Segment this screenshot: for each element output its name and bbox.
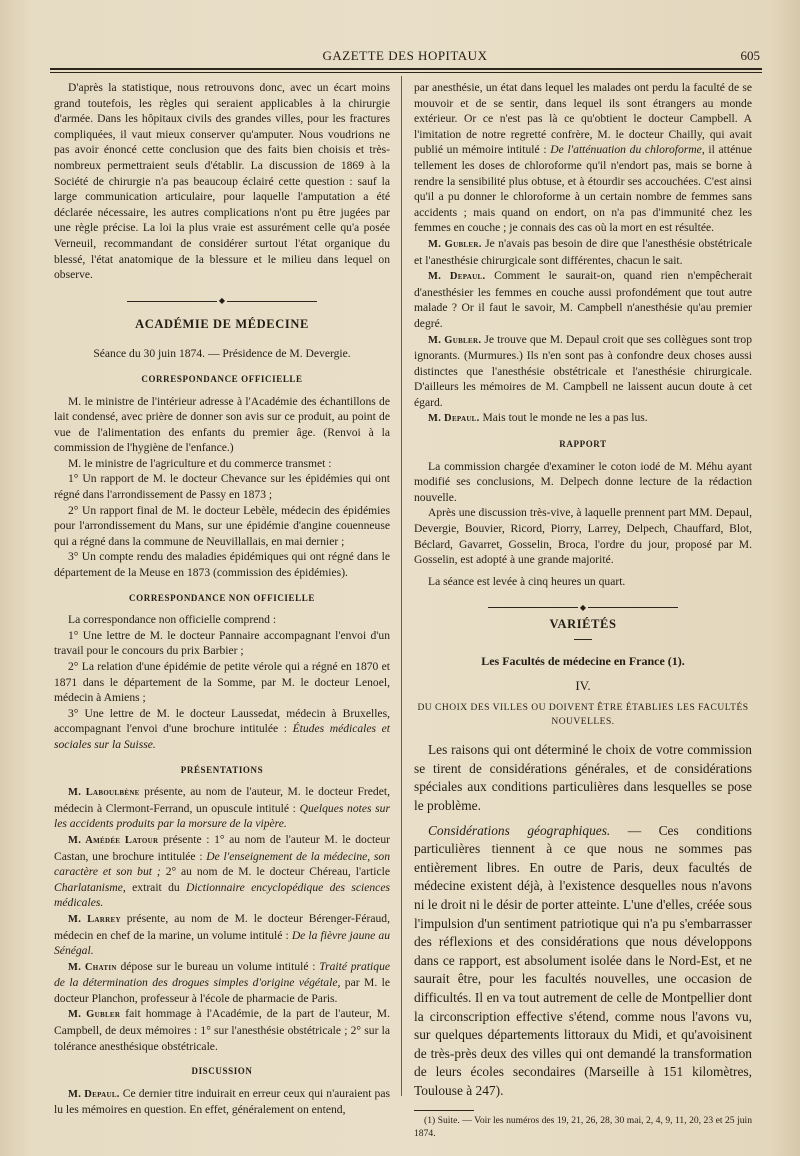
session-line: Séance du 30 juin 1874. — Présidence de M. Devergie. [93,347,351,361]
academy-title: ACADÉMIE DE MÉDECINE [135,316,309,331]
corr-nonoff-p1: La correspondance non officielle comprend : [68,613,277,627]
intro-paragraph: D'après la statistique, nous retrouvons donc, avec un écart moins grand toutefois, les règles qui seraient applicables à la chirurgie d'armée. Dans les hôpitaux civils des grandes villes, pour les fractures compliquées, il vaut mieux conserver qu'amputer. Nous voudrions ne pas avoir énoncé cette conclusion que des faits bien choisis et très-nombreux permettraient seuls d'établir. La discussion de 1869 à la Société de chirurgie n'a pas beaucoup éclairé cette question : sauf la large communication articulaire, pour laquelle l'amputation a été déclarée nécessaire, les autres complications n'ont pu être jugées par une règle précise. La loi la plus vraie est assurément celle qu'a posée Verneuil, recommandant de considérer surtout l'état organique du blessé, l'état anatomique de la blessure et le milieu dans lequel on observe. [54,81,390,282]
presentation-5: M. Gubler fait hommage à l'Académie, de la part de l'auteur, M. Campbell, de deux mémoires : 1° sur l'anesthésie obstétricale ; 2° sur la tolérance anesthésique obstétricale. [54,1007,390,1053]
discussion-continued: par anesthésie, un état dans lequel les malades ont perdu la faculté de se mouvoir et de se sentir, dans lequel ils sont étrangers au monde extérieur. Or ce n'est pas là ce qu'obtient le docteur Campbell. A l'imitation de notre regretté confrère, M. le docteur Chailly, qui avait publié un mémoire intitulé : De l'atténuation du chloroforme, il atténue tellement les doses de chloroforme qu'il n'endort pas, mais se borne à rendre la sensibilité plus obtuse, et à étourdir ses accouchées. C'est ainsi qu'il a pu donner le chloroforme à un certain nombre de femmes sans accidents ; mais quand on endort, on n'a pas d'immunité chez les femmes en couche ; je connais des cas où la mort en est résultée. [414,81,753,235]
corr-off-p5: 3° Un compte rendu des maladies épidémiques qui ont régné dans le département de la Meuse en 1873 (commission des épidémies). [54,550,390,580]
session-close: La séance est levée à cinq heures un quart. [428,574,626,588]
presentations-title: PRÉSENTATIONS [180,764,264,775]
discussion-depaul-2: M. Depaul. Comment le saurait-on, quand rien n'empêcherait d'anesthésier les femmes en couche aussi profondément que tout autre malade ? Or il faut le savoir, M. Campbell n'anesthésie qu'au premier degré. [414,269,752,330]
column-divider [401,76,402,1096]
corr-off-p2: M. le ministre de l'agriculture et du commerce transmet : [68,456,332,470]
facultes-p2: Considérations géographiques. — Ces conditions particulières tiennent à ce que nous ne sommes pas entièrement libres. En outre de Paris, deux facultés de médecine existent déjà, à l'existence desquelles nous n'avons ni le droit ni le désir de porter atteinte. L'une d'elles, créée sous l'impulsion d'un sentiment patriotique qui n'a pu s'embarrasser des réflexions et des considérations que nous développons dans ce rapport, est absolument isolée dans le Nord-Est, et ne saurait être, pour les facultés nouvelles, une occasion de difficultés. Il en va tout autrement de celle de Montpellier dont la circonscription effective s'étend, comme nous l'avons vu, sur quelques départements littoraux du Midi, et qu'avoisinent de très-près deux des villes qui ont demandé la transformation de leurs écoles secondaires (Marseille à 151 kilomètres, Toulouse à 247). [414,822,752,1098]
corr-nonoff-p2: 1° Une lettre de M. le docteur Pannaire accompagnant l'envoi d'un travail pour le concours du prix Barbier ; [54,628,390,658]
corr-nonoff-p3: 2° La relation d'une épidémie de petite vérole qui a régné en 1870 et 1871 dans le département de la Somme, par M. le docteur Lenoel, médecin à Amiens ; [54,660,390,705]
section-ornament: ◆ [54,293,390,303]
header-rule-thin [50,72,762,73]
right-column [414,80,752,1140]
presentation-3: M. Larrey présente, au nom de M. le docteur Bérenger-Féraud, médecin en chef de la marine, un volume intitulé : De la fièvre jaune au Sénégal. [54,911,390,958]
discussion-depaul-3: M. Depaul. Mais tout le monde ne les a pas lus. [428,411,648,425]
corr-off-p1: M. le ministre de l'intérieur adresse à l'Académie des échantillons de lait condensé, avec prière de donner son avis sur ce produit, au point de vue de l'alimentation des enfants du premier âge. (Renvoi à la commission de l'hygiène de l'enfance.) [54,394,390,455]
short-rule [574,639,592,640]
corr-nonoff-title: CORRESPONDANCE NON OFFICIELLE [129,592,315,603]
corr-off-p4: 2° Un rapport final de M. le docteur Lebèle, médecin des épidémies pour l'arrondissement du Mans, sur une épidémie d'angine couenneuse qui a régné dans la commune de Neuvillallais, en mai dernier ; [54,503,390,548]
footnote: (1) Suite. — Voir les numéros des 19, 21, 26, 28, 30 mai, 2, 4, 9, 11, 20, 23 et 25 juin 1874. [414,1115,752,1139]
journal-title: GAZETTE DES HOPITAUX [322,48,488,63]
choix-title: DU CHOIX DES VILLES OU DOIVENT ÊTRE ÉTABLIES LES FACULTÉS NOUVELLES. [417,703,749,728]
footnote-rule [414,1110,474,1111]
presentation-4: M. Chatin dépose sur le bureau un volume intitulé : Traité pratique de la détermination des drogues simples d'origine végétale, par M. le docteur Planchon, professeur à l'école de pharmacie de Paris. [54,959,391,1005]
corr-nonoff-p4: 3° Une lettre de M. le docteur Laussedat, médecin à Bruxelles, accompagnant l'envoi d'une brochure intitulée : Études médicales et sociales sur la Suisse. [54,706,391,751]
page-number: 605 [740,48,760,63]
discussion-gubler-2: M. Gubler. Je trouve que M. Depaul croit que ses collègues sont trop ignorants. (Murmures.) Ils n'en sont pas à confondre deux choses aussi distinctes que l'anesthésie obstétricale et l'anesthésie chirurgicale. D'ailleurs les mémoires de M. Campbell ne laissent aucun doute à cet égard. [414,332,752,409]
corr-off-p3: 1° Un rapport de M. le docteur Chevance sur les épidémies qui ont régné dans l'arrondissement de Passy en 1873 ; [54,472,390,502]
header-rule [50,68,762,70]
varietes-title: VARIÉTÉS [549,617,617,632]
rapport-p1: La commission chargée d'examiner le coton iodé de M. Méhu ayant modifié ses conclusions, M. Delpech donne lecture de la rédaction nouvelle. [414,459,752,504]
chapter-number: IV. [575,677,591,693]
corr-off-title: CORRESPONDANCE OFFICIELLE [141,373,303,384]
discussion-p1: M. Depaul. Ce dernier titre induirait en erreur ceux qui n'auraient pas lu les mémoires en question. En effet, généralement on entend, [54,1086,391,1117]
facultes-p1: Les raisons qui ont déterminé le choix de votre commission se tirent de considérations générales, et de considérations spéciales aux conditions particulières dans lesquelles se pose le problème. [414,742,752,813]
left-column [54,80,390,1118]
section-ornament-2: ◆ [414,599,752,609]
discussion-title: DISCUSSION [191,1066,253,1077]
presentation-1: M. Laboulbène présente, au nom de l'auteur, M. le docteur Fredet, médecin à Clermont-Ferrand, un opuscule intitulé : Quelques notes sur les accidents produits par la morsure de la vipère. [54,785,390,831]
facultes-title: Les Facultés de médecine en France (1). [481,654,685,668]
page-header [50,46,760,66]
rapport-title: RAPPORT [559,439,607,450]
presentation-2: M. Amédée Latour présente : 1° au nom de l'auteur M. le docteur Castan, une brochure intitulée : De l'enseignement de la médecine, son caractère et son but ; 2° au nom de M. le docteur Chéreau, l'article Charlatanisme, extrait du Dictionnaire encyclopédique des sciences médicales. [54,832,391,910]
rapport-p2: Après une discussion très-vive, à laquelle prennent part MM. Depaul, Devergie, Bouvier, Ricord, Piorry, Larrey, Delpech, Chauffard, Blot, Béclard, Gavarret, Gosselin, Broca, l'ordre du jour, proposé par M. Gosselin, est adopté à une grande majorité. [414,506,752,567]
discussion-gubler-1: M. Gubler. Je n'avais pas besoin de dire que l'anesthésie obstétricale et l'anesthésie chirurgicale sont différentes, chacun le sait. [414,236,752,267]
